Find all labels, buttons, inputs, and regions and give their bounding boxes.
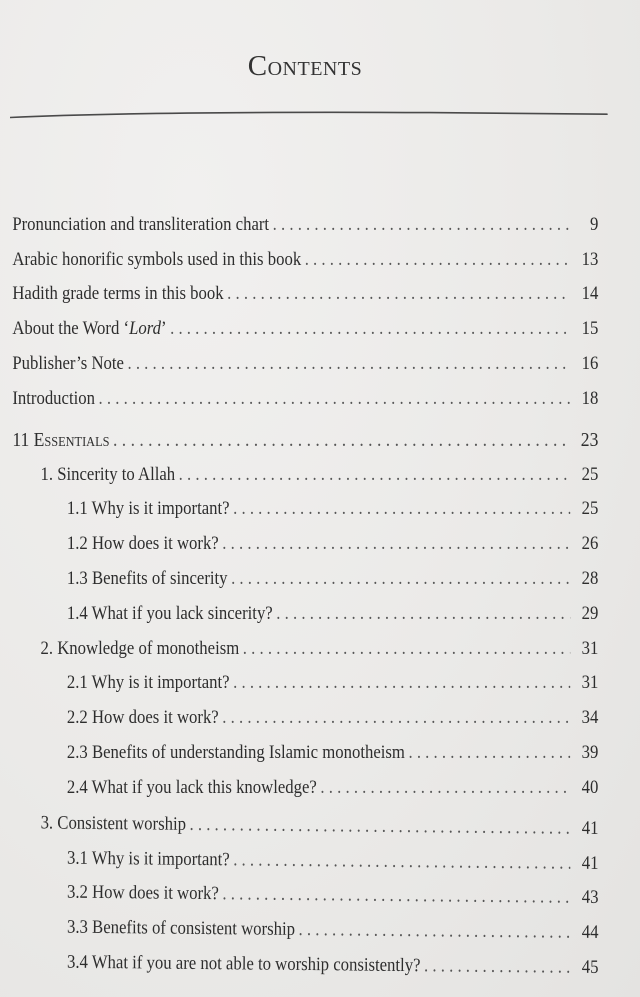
- dot-leader: [179, 464, 571, 486]
- toc-entry-about-word-lord[interactable]: [0, 312, 598, 347]
- toc-entry-label: 3.4 What if you are not able to worship consistently?: [66, 951, 421, 976]
- toc-entry-honorific-symbols[interactable]: [0, 243, 598, 278]
- toc-entry-1-2[interactable]: [0, 527, 598, 562]
- toc-entry-label: Introduction: [12, 387, 95, 409]
- toc-page-number: 9: [590, 213, 599, 235]
- dot-leader: [233, 849, 570, 874]
- toc-entry-label: 3. Consistent worship: [40, 811, 187, 835]
- toc-entry-2-3[interactable]: [0, 736, 598, 771]
- toc-entry-label: 3.2 How does it work?: [66, 881, 219, 905]
- toc-entry-11-essentials[interactable]: [0, 417, 598, 458]
- toc-entry-label: 2.1 Why is it important?: [66, 672, 230, 694]
- toc-entry-1-3[interactable]: [0, 562, 598, 597]
- dot-leader: [127, 353, 570, 375]
- toc-entry-label: Hadith grade terms in this book: [12, 283, 224, 305]
- toc-entry-label: 3.3 Benefits of consistent worship: [66, 916, 296, 940]
- toc-page-number: 15: [581, 318, 599, 340]
- toc-entry-1-1[interactable]: [0, 493, 598, 528]
- toc-entry-pronunciation[interactable]: [0, 208, 598, 243]
- dot-leader: [276, 603, 570, 625]
- toc-entry-label: 2.4 What if you lack this knowledge?: [66, 776, 317, 798]
- toc-page-number: 31: [581, 637, 599, 659]
- toc-page-number: 14: [581, 283, 599, 305]
- toc-page-number: 26: [581, 533, 599, 555]
- toc-entry-hadith-grade-terms[interactable]: [0, 278, 598, 313]
- dot-leader: [424, 955, 570, 978]
- title-divider: [10, 110, 608, 122]
- label-number: 11: [12, 428, 30, 451]
- toc-entry-3-4[interactable]: [0, 945, 599, 986]
- dot-leader: [99, 388, 571, 410]
- toc-entry-label: 2.3 Benefits of understanding Islamic monotheism: [66, 741, 405, 763]
- toc-page-number: 34: [581, 707, 599, 729]
- dot-leader: [222, 707, 570, 729]
- toc-entry-publishers-note[interactable]: [0, 347, 598, 382]
- dot-leader: [243, 638, 570, 660]
- toc-entry-label: 1.2 How does it work?: [66, 533, 219, 555]
- toc-page-number: 40: [581, 776, 599, 798]
- toc-entry-label: [12, 318, 166, 340]
- dot-leader: [305, 249, 571, 271]
- dot-leader: [222, 533, 570, 555]
- toc-entry-3-3[interactable]: [0, 910, 599, 951]
- toc-entry-label: 2. Knowledge of monotheism: [40, 637, 240, 659]
- dot-leader: [320, 777, 570, 799]
- toc-entry-2-2[interactable]: [0, 701, 598, 736]
- dot-leader: [233, 672, 570, 694]
- toc-entry-label: Arabic honorific symbols used in this book: [12, 248, 302, 270]
- toc-entry-knowledge-of-monotheism[interactable]: [0, 632, 598, 667]
- dot-leader: [273, 214, 571, 236]
- toc-entry-consistent-worship[interactable]: [0, 806, 599, 847]
- toc-entry-2-4[interactable]: [0, 771, 598, 806]
- dot-leader: [227, 283, 570, 305]
- toc-page-number: 45: [581, 956, 599, 978]
- toc-page-number: 25: [581, 498, 599, 520]
- toc-entry-2-1[interactable]: [0, 667, 598, 702]
- toc-entry-label: 2.2 How does it work?: [66, 707, 219, 729]
- dot-leader: [298, 919, 570, 944]
- toc-entry-label: 3.1 Why is it important?: [66, 847, 230, 870]
- toc-page-number: 13: [581, 248, 599, 270]
- toc-page-number: 28: [581, 567, 599, 589]
- toc-page-number: 23: [580, 428, 599, 451]
- toc-entry-label: 1. Sincerity to Allah: [40, 463, 176, 485]
- toc-entry-sincerity-to-allah[interactable]: [0, 458, 598, 493]
- toc-entry-label: Publisher’s Note: [12, 352, 124, 374]
- toc-entry-label: 1.3 Benefits of sincerity: [66, 567, 228, 589]
- toc-entry-introduction[interactable]: [0, 382, 598, 417]
- dot-leader: [408, 742, 570, 764]
- toc-page-number: 25: [581, 463, 599, 485]
- toc-entry-1-4[interactable]: [0, 597, 598, 632]
- toc-page-number: 31: [581, 672, 599, 694]
- toc-page-number: 29: [581, 602, 599, 624]
- toc-page-number: 39: [581, 741, 599, 763]
- table-of-contents: [0, 208, 640, 980]
- toc-page-number: 41: [581, 852, 599, 874]
- dot-leader: [231, 568, 570, 590]
- dot-leader: [233, 498, 570, 520]
- dot-leader: [113, 429, 570, 451]
- label-italic-text: Lord: [129, 318, 161, 340]
- toc-page-number: 43: [581, 886, 599, 909]
- toc-entry-label: Pronunciation and transliteration chart: [12, 213, 270, 235]
- dot-leader: [222, 883, 570, 908]
- toc-page-number: 16: [581, 352, 599, 374]
- label-smallcaps-text: Essentials: [33, 428, 110, 451]
- toc-entry-label: [12, 429, 109, 451]
- toc-entry-label: 1.1 Why is it important?: [66, 498, 230, 520]
- page-title: Contents: [247, 50, 363, 82]
- label-text: About the Word ‘: [12, 318, 130, 340]
- dot-leader: [189, 813, 570, 839]
- toc-page-number: 44: [581, 921, 599, 943]
- toc-page-number: 41: [581, 817, 599, 839]
- dot-leader: [170, 318, 570, 340]
- label-text: ’: [160, 318, 167, 340]
- toc-entry-label: 1.4 What if you lack sincerity?: [66, 602, 273, 624]
- toc-page-number: 18: [581, 387, 599, 409]
